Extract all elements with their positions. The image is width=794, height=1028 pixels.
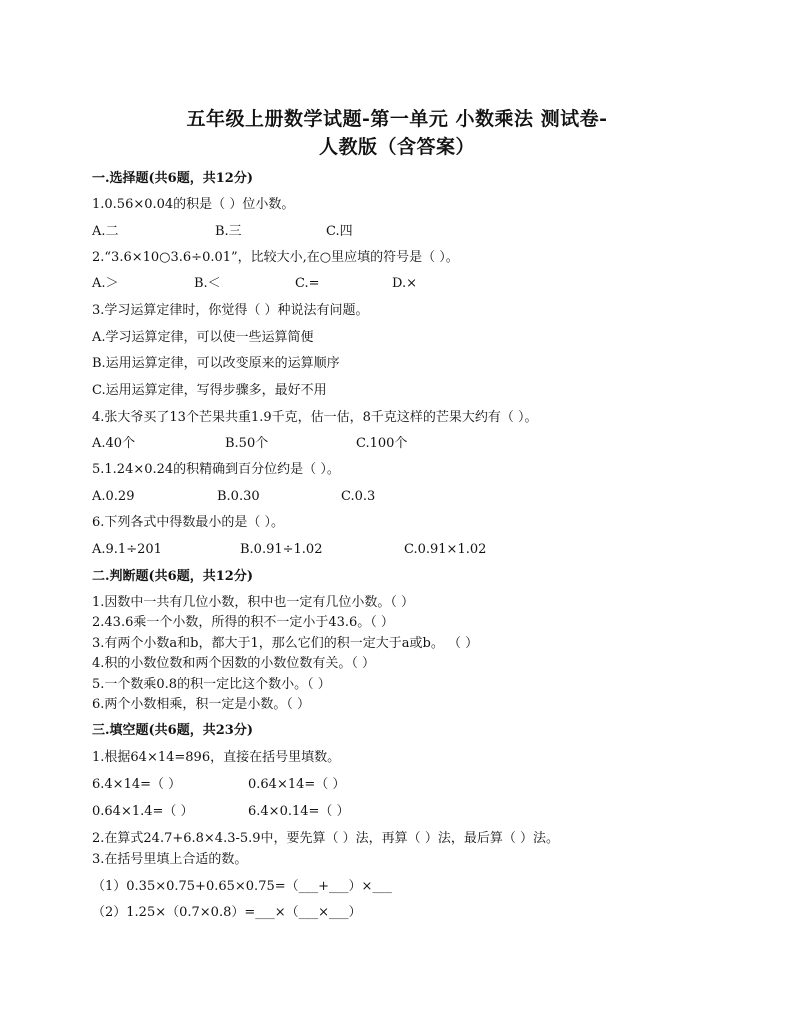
option-1-6-c: C.0.91×1.02 <box>404 542 487 557</box>
fill-3-part-2: （2）1.25×（0.7×0.8）=___×（___×___） <box>92 905 362 920</box>
judge-item-5: 5.一个数乘0.8的积一定比这个数小。（ ） <box>92 677 331 692</box>
judge-item-6: 6.两个小数相乘，积一定是小数。（ ） <box>92 697 311 712</box>
option-1-3-c: C.运用运算定律，写得步骤多，最好不用 <box>92 383 327 398</box>
judge-item-4: 4.积的小数位数和两个因数的小数位数有关。（ ） <box>92 656 376 671</box>
option-1-6-a: A.9.1÷201 <box>92 542 162 557</box>
fill-1-row-2-left: 0.64×1.4=（ ） <box>92 804 194 819</box>
fill-question-3: 3.在括号里填上合适的数。 <box>92 852 248 867</box>
page-title-line-2: 人教版（含答案） <box>318 136 475 158</box>
section-heading-judge: 二.判断题(共6题，共12分) <box>92 569 253 584</box>
question-1-2: 2.“3.6×10○3.6÷0.01”，比较大小,在○里应填的符号是（ ）。 <box>92 250 459 265</box>
question-1-6: 6.下列各式中得数最小的是（ ）。 <box>92 515 285 530</box>
fill-1-row-2-right: 6.4×0.14=（ ） <box>248 804 350 819</box>
option-1-5-b: B.0.30 <box>217 489 260 504</box>
section-heading-fill: 三.填空题(共6题，共23分) <box>92 723 253 738</box>
option-1-2-d: D.× <box>392 276 417 291</box>
option-1-1-a: A.二 <box>92 224 119 239</box>
option-1-4-c: C.100个 <box>356 436 408 451</box>
question-1-4: 4.张大爷买了13个芒果共重1.9千克，估一估，8千克这样的芒果大约有（ ）。 <box>92 410 538 425</box>
fill-3-part-1: （1）0.35×0.75+0.65×0.75=（___+___）×___ <box>92 879 392 894</box>
fill-question-1: 1.根据64×14=896，直接在括号里填数。 <box>92 750 341 765</box>
option-1-3-a: A.学习运算定律，可以使一些运算简便 <box>92 330 314 345</box>
option-1-2-b: B.＜ <box>194 276 221 291</box>
option-1-6-b: B.0.91÷1.02 <box>240 542 323 557</box>
option-1-1-c: C.四 <box>326 224 353 239</box>
fill-1-row-1-right: 0.64×14=（ ） <box>248 777 346 792</box>
fill-question-2: 2.在算式24.7+6.8×4.3-5.9中，要先算（ ）法，再算（ ）法，最后算（ ）法。 <box>92 831 559 846</box>
option-1-5-a: A.0.29 <box>92 489 135 504</box>
judge-item-3: 3.有两个小数a和b，都大于1，那么它们的积一定大于a或b。 （ ） <box>92 636 479 651</box>
section-heading-choice: 一.选择题(共6题，共12分) <box>92 171 253 186</box>
option-1-4-a: A.40个 <box>92 436 136 451</box>
fill-1-row-1-left: 6.4×14=（ ） <box>92 777 182 792</box>
option-1-2-a: A.＞ <box>92 276 119 291</box>
option-1-2-c: C.= <box>295 276 320 291</box>
page-title-line-1: 五年级上册数学试题-第一单元 小数乘法 测试卷- <box>186 108 608 130</box>
option-1-5-c: C.0.3 <box>341 489 376 504</box>
option-1-3-b: B.运用运算定律，可以改变原来的运算顺序 <box>92 356 340 371</box>
judge-item-2: 2.43.6乘一个小数，所得的积不一定小于43.6。（ ） <box>92 615 394 630</box>
question-1-3: 3.学习运算定律时，你觉得（ ）种说法有问题。 <box>92 303 369 318</box>
judge-item-1: 1.因数中一共有几位小数，积中也一定有几位小数。（ ） <box>92 595 415 610</box>
question-1-1: 1.0.56×0.04的积是（ ）位小数。 <box>92 197 295 212</box>
option-1-4-b: B.50个 <box>225 436 269 451</box>
option-1-1-b: B.三 <box>215 224 242 239</box>
question-1-5: 5.1.24×0.24的积精确到百分位约是（ ）。 <box>92 462 340 477</box>
